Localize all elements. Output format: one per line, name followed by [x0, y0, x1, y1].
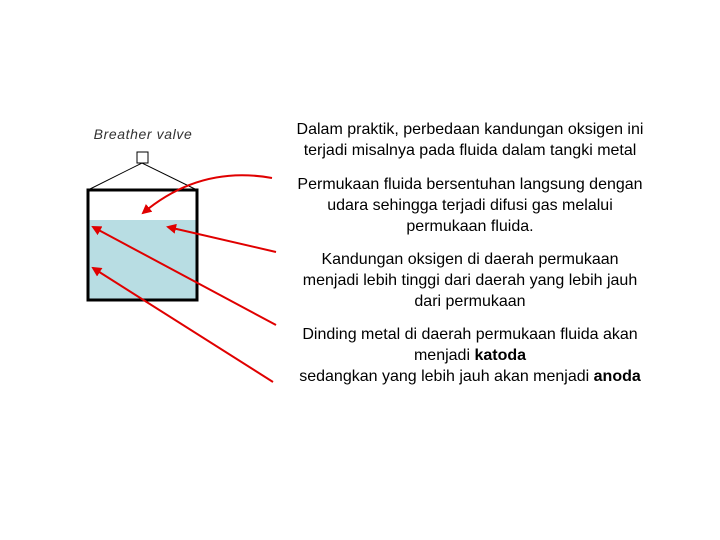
text-line: menjadi lebih tinggi dari daerah yang lebih jauh: [302, 272, 638, 289]
text-line: permukaan fluida.: [406, 218, 534, 235]
text-line: Dalam praktik, perbedaan kandungan oksigen ini: [296, 121, 644, 138]
breather-valve-label: Breather valve: [93, 126, 193, 142]
text-line: Dinding metal di daerah permukaan fluida akan: [302, 326, 638, 343]
text-fragment: menjadi: [413, 347, 475, 364]
text-fragment: sedangkan yang lebih jauh akan menjadi: [299, 368, 594, 385]
text-line: Kandungan oksigen di daerah permukaan: [321, 251, 619, 268]
text-line: terjadi misalnya pada fluida dalam tangki metal: [303, 142, 637, 159]
paragraph-cathode-anode: [268, 324, 672, 387]
breather-valve: [137, 152, 148, 163]
tank-roof: [88, 163, 197, 190]
text-line: dari permukaan: [414, 293, 526, 310]
term-anoda: anoda: [593, 368, 641, 385]
paragraph-oxygen-content: [268, 249, 672, 312]
paragraph-surface-contact: [268, 174, 672, 237]
term-katoda: katoda: [474, 347, 527, 364]
text-line: Permukaan fluida bersentuhan langsung dengan: [297, 176, 643, 193]
text-line: [268, 345, 672, 366]
arrow-surface: [143, 175, 272, 213]
text-line: udara sehingga terjadi difusi gas melalui: [327, 197, 613, 214]
paragraph-intro: [268, 119, 672, 161]
text-line: [268, 366, 672, 387]
